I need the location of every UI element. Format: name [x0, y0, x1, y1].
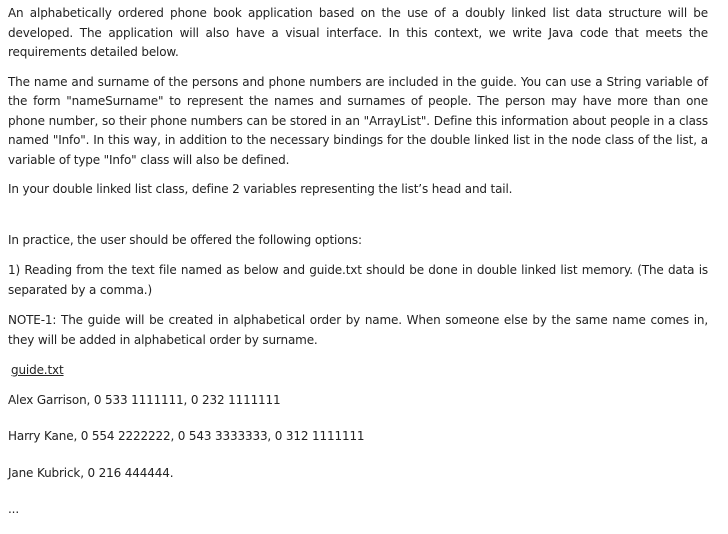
guide-entry: Jane Kubrick, 0 216 444444.	[8, 465, 174, 480]
document-body	[8, 4, 708, 520]
file-name-link: guide.txt	[11, 363, 64, 377]
paragraph-options-intro: In practice, the user should be offered the following options:	[8, 232, 362, 247]
guide-entry: Harry Kane, 0 554 2222222, 0 543 3333333, 0 312 1111111	[8, 429, 365, 443]
continuation-ellipsis: ...	[8, 502, 19, 516]
paragraph-note-1: NOTE-1: The guide will be created in alphabetical order by name. When someone else by the same name comes in, they will be added in alphabetical order by surname.	[8, 313, 708, 347]
guide-entry: Alex Garrison, 0 533 1111111, 0 232 1111111	[8, 392, 281, 407]
paragraph-head-tail: In your double linked list class, define 2 variables representing the list’s head and tail.	[8, 182, 513, 196]
paragraph-option-1: 1) Reading from the text file named as below and guide.txt should be done in double linked list memory. (The data is separated by a comma.)	[8, 263, 708, 297]
paragraph-intro: An alphabetically ordered phone book application based on the use of a doubly linked list data structure will be developed. The application will also have a visual interface. In this context, we write Java code that meets the requirements detailed below.	[8, 6, 708, 59]
paragraph-guide-contents: The name and surname of the persons and phone numbers are included in the guide. You can use a String variable of the form "nameSurname" to represent the names and surnames of people. The person may have more than one phone number, so their phone numbers can be stored in an "ArrayList". Define this information about people in a class named "Info". In this way, in addition to the necessary bindings for the double linked list in the node class of the list, a variable of type "Info" class will also be defined.	[8, 74, 708, 167]
